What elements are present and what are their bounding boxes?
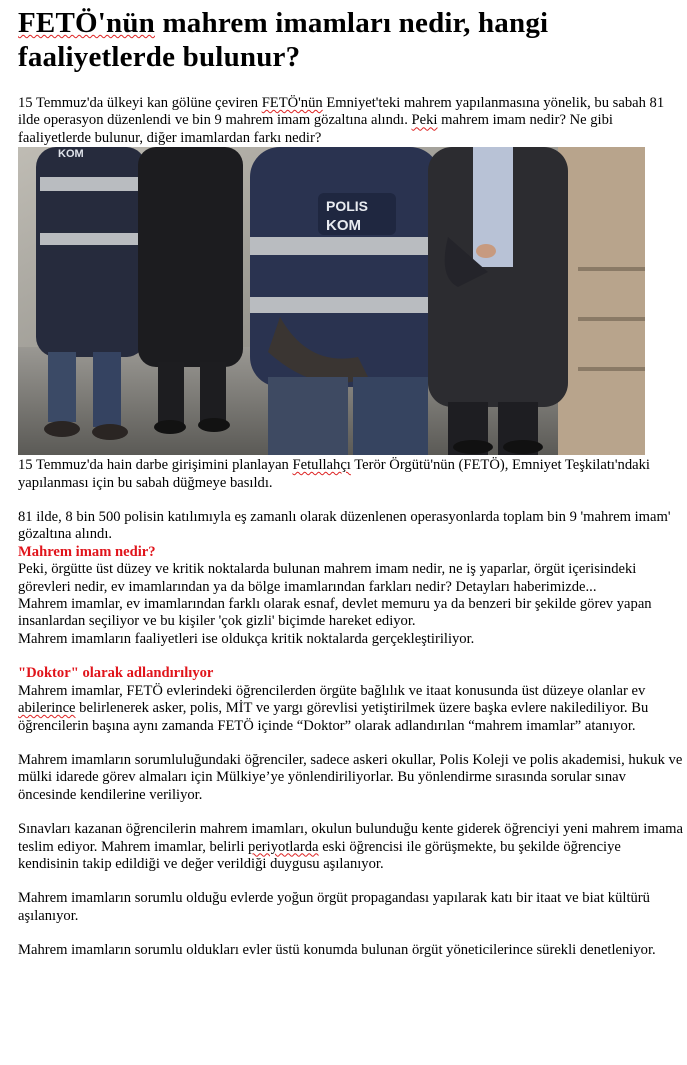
section1-paragraph-2: Mahrem imamlar, ev imamlarından farklı olarak esnaf, devlet memuru ya da benzeri bir şekilde görev yapan insanlardan seçiliyor ve bu kişiler 'çok gizli' biçimde hareket ediyor.	[18, 596, 652, 630]
article-title	[18, 6, 683, 74]
section2-text: eski öğrencisi ile görüşmekte, bu şekilde öğrenciye kendisinin takip edildiği ve değer verildiği duygusu aşılanıyor.	[18, 838, 621, 872]
section2-abilerince: abilerince	[18, 700, 76, 717]
vest-text-left: KOM	[58, 148, 84, 161]
caption-text: Terör Örgütü'nün (FETÖ), Emniyet Teşkilatı'ndaki yapılanması için bu sabah düğmeye basıldı.	[18, 457, 650, 491]
caption-text: 15 Temmuz'da hain darbe girişimini planlayan	[18, 457, 293, 474]
section2-paragraph-1	[18, 683, 683, 735]
section2-paragraph-3	[18, 821, 683, 873]
photo-caption	[18, 457, 683, 492]
news-photo	[18, 147, 645, 455]
intro-paragraph	[18, 95, 683, 147]
title-word-feto: FETÖ'nün	[18, 7, 155, 39]
police-escort-illustration	[18, 147, 645, 455]
intro-text: Emniyet'teki mahrem yapılanmasına yönelik, bu sabah 81 ilde operasyon düzenlendi ve bin 9 mahrem imam gözaltına alındı.	[18, 95, 665, 129]
vest-text-polis: POLIS	[326, 198, 369, 215]
vest-text-kom: KOM	[326, 217, 361, 235]
section1-paragraph-1: Peki, örgütte üst düzey ve kritik noktalarda bulunan mahrem imam nedir, ne iş yaparlar, örgüt içerisindeki görevleri nedir, ev imamlarından ya da bölge imamlarından farkları nedir? Detayları haberimizde...	[18, 561, 637, 595]
section2-periyotlarda: periyotlarda	[248, 838, 319, 855]
title-rest: mahrem imamları nedir, hangi faaliyetlerde bulunur?	[18, 7, 549, 73]
intro-text: mahrem imam nedir? Ne gibi faaliyetlerde bulunur, diğer imamlardan farkı nedir?	[18, 112, 613, 146]
section2-text: Sınavları kazanan öğrencilerin mahrem imamları, okulun bulunduğu kente giderek öğrenciyi yeni mahrem imama teslim ediyor. Mahrem imamlar, belirli	[18, 821, 684, 855]
intro-feto: FETÖ'nün	[261, 95, 323, 111]
section1-paragraph-3: Mahrem imamların faaliyetleri ise oldukça kritik noktalarda gerçekleştiriliyor.	[18, 630, 475, 647]
intro-text: 15 Temmuz'da ülkeyi kan gölüne çeviren	[18, 95, 262, 111]
operation-paragraph: 81 ilde, 8 bin 500 polisin katılımıyla eş zamanlı olarak düzenlenen operasyonlarda toplam bin 9 'mahrem imam' gözaltına alındı.	[18, 509, 671, 543]
intro-peki: Peki	[411, 112, 438, 129]
heading-mahrem-imam-nedir: Mahrem imam nedir?	[18, 543, 156, 560]
section2-paragraph-4: Mahrem imamların sorumlu olduğu evlerde yoğun örgüt propagandası yapılarak katı bir itaat ve biat kültürü aşılanıyor.	[18, 890, 650, 924]
section2-paragraph-2: Mahrem imamların sorumluluğundaki öğrenciler, sadece askeri okullar, Polis Koleji ve polis akademisi, hukuk ve mülki idarede görev almaları için Mülkiye’ye yönlendiriliyorlar. Bu yönlendirme sırasında sorular sınav öncesinde kendilerine veriliyor.	[18, 751, 683, 803]
article	[18, 0, 683, 960]
section2-text: Mahrem imamlar, FETÖ evlerindeki öğrencilerden örgüte bağlılık ve itaat konusunda üst düzeye olanlar ev	[18, 682, 646, 699]
heading-doktor: "Doktor" olarak adlandırılıyor	[18, 665, 214, 682]
caption-fetullahci: Fetullahçı	[292, 457, 351, 474]
section2-text: belirlenerek asker, polis, MİT ve yargı görevlisi yetiştirilmek üzere başka evlere nakilediliyor. Bu öğrencilerin başına aynı zamanda FETÖ içinde “Doktor” olarak adlandırılan “mahrem imamlar” atanıyor.	[18, 700, 649, 734]
section2-paragraph-5: Mahrem imamların sorumlu oldukları evler üstü konumda bulunan örgüt yöneticilerince sürekli denetleniyor.	[18, 942, 656, 959]
